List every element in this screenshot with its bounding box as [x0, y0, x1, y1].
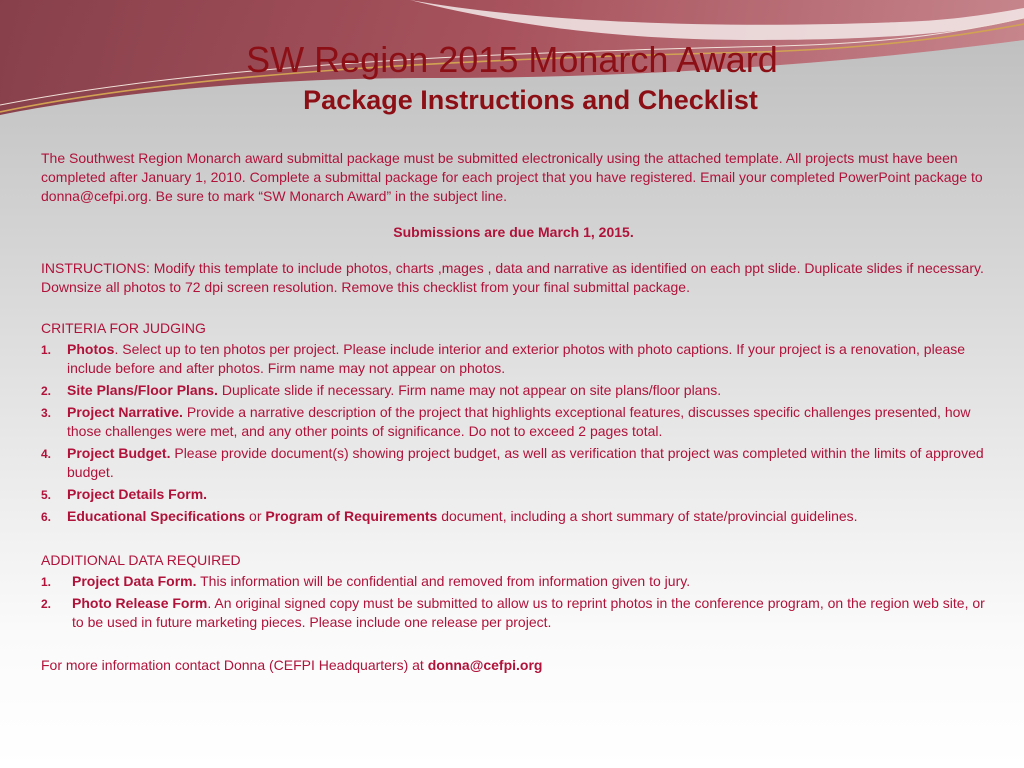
list-item-number: 2. [41, 597, 52, 611]
list-item [41, 381, 986, 400]
page-title: SW Region 2015 Monarch Award [246, 39, 778, 80]
list-item [41, 507, 986, 526]
list-item-connector: or [245, 508, 266, 524]
list-item-number: 2. [41, 384, 52, 398]
list-item [41, 572, 986, 591]
list-item-title-2: Program of Requirements [265, 508, 438, 524]
list-item-title: Educational Specifications [67, 508, 246, 524]
instructions-paragraph: INSTRUCTIONS: Modify this template to include photos, charts ,mages , data and narrative as identified on each ppt slide. Duplicate slides if necessary. Downsize all photos to 72 dpi screen resolution. Remove this checklist from your final submittal package. [41, 260, 984, 295]
list-item [41, 485, 986, 504]
list-item-text: . Select up to ten photos per project. Please include interior and exterior photos with photo captions. If your project is a renovation, please include before and after photos. Firm name may not appear on photos. [67, 341, 966, 376]
list-item-number: 1. [41, 575, 52, 589]
list-item [41, 444, 986, 482]
list-item-number: 4. [41, 447, 52, 461]
list-item-number: 3. [41, 406, 52, 420]
contact-text: For more information contact Donna (CEFPI Headquarters) at [41, 657, 428, 673]
list-item-title: Project Budget. [67, 445, 171, 461]
list-item-title: Project Details Form. [67, 486, 208, 502]
list-item-text: Duplicate slide if necessary. Firm name may not appear on site plans/floor plans. [217, 382, 722, 398]
list-item-number: 6. [41, 510, 52, 524]
criteria-list [41, 340, 986, 526]
list-item [41, 594, 986, 632]
list-item-text: This information will be confidential and removed from information given to jury. [196, 573, 691, 589]
list-item-text: document, including a short summary of state/provincial guidelines. [437, 508, 858, 524]
list-item-title: Site Plans/Floor Plans. [67, 382, 218, 398]
list-item-text: Please provide document(s) showing project budget, as well as verification that project was completed within the limits of approved budget. [67, 445, 984, 480]
page-subtitle: Package Instructions and Checklist [303, 85, 758, 115]
additional-data-heading: ADDITIONAL DATA REQUIRED [41, 552, 241, 568]
list-item [41, 340, 986, 378]
list-item-number: 1. [41, 343, 52, 357]
instructions-body [41, 149, 986, 675]
contact-email-link[interactable]: donna@cefpi.org [427, 657, 543, 673]
criteria-heading: CRITERIA FOR JUDGING [41, 320, 206, 336]
list-item [41, 403, 986, 441]
list-item-title: Project Data Form. [72, 573, 197, 589]
list-item-title: Photos [67, 341, 115, 357]
additional-data-list [41, 572, 986, 632]
contact-line [41, 656, 986, 675]
list-item-text: Provide a narrative description of the project that highlights exceptional features, discusses specific challenges presented, how those challenges were met, and any other points of significance. Do not to exceed 2 pages total. [67, 404, 971, 439]
list-item-number: 5. [41, 488, 52, 502]
due-date-notice: Submissions are due March 1, 2015. [393, 224, 634, 240]
intro-paragraph: The Southwest Region Monarch award submittal package must be submitted electronically using the attached template. All projects must have been completed after January 1, 2010. Complete a submittal package for each project that you have registered. Email your completed PowerPoint package to donna@cefpi.org. Be sure to mark “SW Monarch Award” in the subject line. [41, 150, 983, 204]
list-item-title: Project Narrative. [67, 404, 183, 420]
list-item-title: Photo Release Form [72, 595, 208, 611]
list-item-text: . An original signed copy must be submitted to allow us to reprint photos in the conference program, on the region web site, or to be used in future marketing pieces. Please include one release per project. [72, 595, 985, 630]
